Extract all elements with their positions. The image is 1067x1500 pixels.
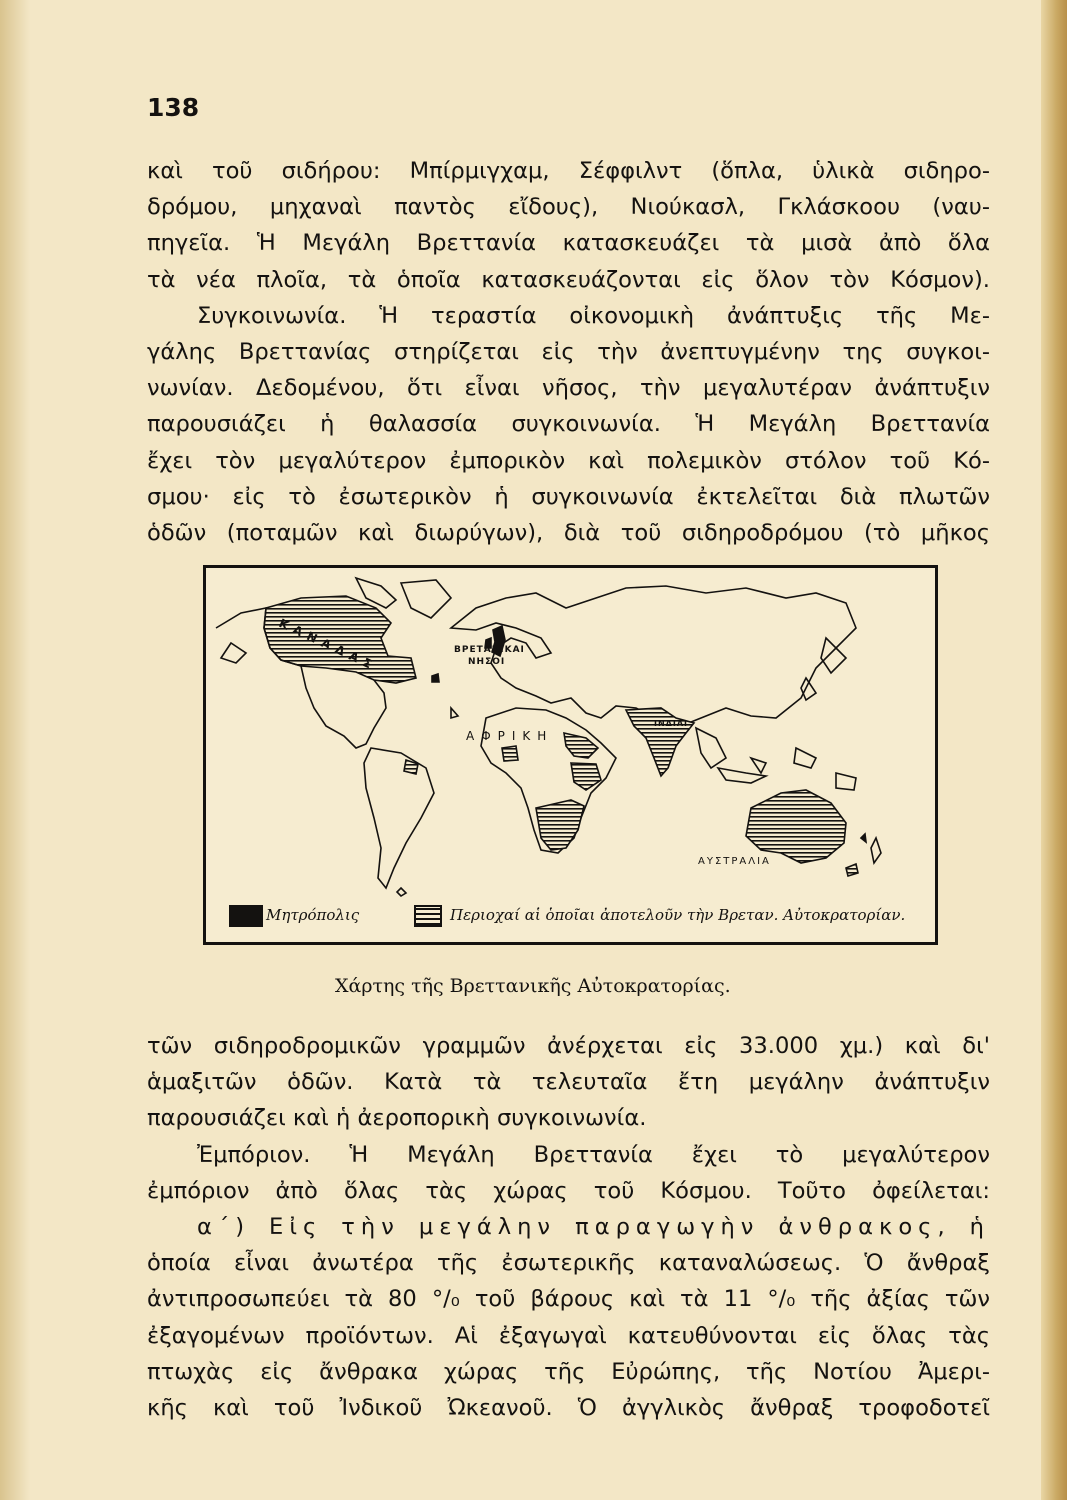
text-line: ἀντιπροσωπεύει τὰ 80 °/₀ τοῦ βάρους καὶ τὰ 11 °/₀ τῆς ἀξίας τῶν xyxy=(147,1286,990,1313)
text-line: ὁποία εἶναι ἀνωτέρα τῆς ἐσωτερικῆς καταναλώσεως. Ὁ ἄνθραξ xyxy=(147,1250,990,1277)
legend-swatch-empire xyxy=(414,905,442,927)
label-kanada: ΚΑΝΑΔΑΣ xyxy=(276,616,380,674)
legend-label-metropolis: Μητρόπολις xyxy=(266,906,360,924)
text-line: πηγεῖα. Ἡ Μεγάλη Βρεττανία κατασκευάζει τὰ μισὰ ἀπὸ ὅλα xyxy=(147,230,990,257)
text-line: α΄) Εἰς τὴν μεγάλην παραγωγὴν ἀνθρακος, ἡ xyxy=(197,1213,990,1240)
label-indiai: ΙΝΔΙΑΙ xyxy=(654,719,689,728)
canada-region xyxy=(264,596,416,683)
text-line: ὁδῶν (ποταμῶν καὶ διωρύγων), διὰ τοῦ σιδηροδρόμου (τὸ μῆκος xyxy=(147,519,990,546)
text-line: γάλης Βρεττανίας στηρίζεται εἰς τὴν ἀνεπτυγμένην της συγκοι- xyxy=(147,338,990,365)
text-line: τὰ νέα πλοῖα, τὰ ὁποῖα κατασκευάζονται εἰς ὅλον τὸν Κόσμον). xyxy=(147,266,990,293)
page-number: 138 xyxy=(147,93,200,122)
top-paragraph xyxy=(147,153,990,551)
label-australia: ΑΥΣΤΡΑΛΙΑ xyxy=(698,856,771,867)
text-line: ἔχει τὸν μεγαλύτερον ἐμπορικὸν καὶ πολεμικὸν στόλον τοῦ Κό- xyxy=(147,447,990,474)
book-binding xyxy=(1041,0,1067,1500)
page-edge-shadow xyxy=(0,0,30,1500)
bottom-paragraph xyxy=(147,1028,990,1426)
text-line: ἐμπόριον ἀπὸ ὅλας τὰς χώρας τοῦ Κόσμου. Τοῦτο ὀφείλεται: xyxy=(147,1177,990,1204)
section-heading-line: Συγκοινωνία. Ἡ τεραστία οἰκονομικὴ ἀνάπτυξις τῆς Με- xyxy=(197,302,990,329)
map-legend xyxy=(226,902,926,932)
legend-swatch-metropolis xyxy=(229,905,263,927)
text-line: νωνίαν. Δεδομένου, ὅτι εἶναι νῆσος, τὴν μεγαλυτέραν ἀνάπτυξιν xyxy=(147,375,990,402)
text-line: ἐξαγομένων προϊόντων. Αἱ ἐξαγωγαὶ κατευθύνονται εἰς ὅλας τὰς xyxy=(147,1322,990,1349)
text-line: ἁμαξιτῶν ὁδῶν. Κατὰ τὰ τελευταῖα ἔτη μεγάλην ἀνάπτυξιν xyxy=(147,1069,990,1096)
british-empire-map xyxy=(203,565,938,945)
world-map-drawing xyxy=(206,568,935,942)
label-afriki: ΑΦΡΙΚΗ xyxy=(466,729,554,743)
text-line: κῆς καὶ τοῦ Ἰνδικοῦ Ὠκεανοῦ. Ὁ ἀγγλικὸς ἄνθραξ τροφοδοτεῖ xyxy=(147,1394,990,1421)
text-line: σμου· εἰς τὸ ἐσωτερικὸν ἡ συγκοινωνία ἐκτελεῖται διὰ πλωτῶν xyxy=(147,483,990,510)
label-british-isles-1: ΒΡΕΤΑΝΙΚΑΙ xyxy=(454,645,525,655)
text-line: τῶν σιδηροδρομικῶν γραμμῶν ἀνέρχεται εἰς 33.000 χμ.) καὶ δι' xyxy=(147,1033,990,1059)
legend-label-empire: Περιοχαί αἱ ὁποῖαι ἀποτελοῦν τὴν Βρεταν. Αὐτοκρατορίαν. xyxy=(450,906,906,924)
australia-region xyxy=(746,790,846,863)
map-caption: Χάρτης τῆς Βρεττανικῆς Αὐτοκρατορίας. xyxy=(335,975,731,997)
section-heading-line: Ἐμπόριον. Ἡ Μεγάλη Βρεττανία ἔχει τὸ μεγαλύτερον xyxy=(197,1141,990,1168)
text-line: δρόμου, μηχαναὶ παντὸς εἴδους), Νιούκασλ, Γκλάσκοου (ναυ- xyxy=(147,194,990,221)
text-line: πτωχὰς εἰς ἄνθρακα χώρας τῆς Εὐρώπης, τῆς Νοτίου Ἀμερι- xyxy=(147,1358,990,1385)
africa-colonies xyxy=(536,800,584,850)
south-america-outline xyxy=(364,748,434,888)
text-line: παρουσιάζει ἡ θαλασσία συγκοινωνία. Ἡ Μεγάλη Βρεττανία xyxy=(147,411,990,438)
label-british-isles-2: ΝΗΣΟΙ xyxy=(468,657,506,667)
text-line: παρουσιάζει καὶ ἡ ἀεροπορικὴ συγκοινωνία. xyxy=(147,1105,647,1132)
text-line: καὶ τοῦ σιδήρου: Μπίρμιγχαμ, Σέφφιλντ (ὅπλα, ὑλικὰ σιδηρο- xyxy=(147,158,990,184)
